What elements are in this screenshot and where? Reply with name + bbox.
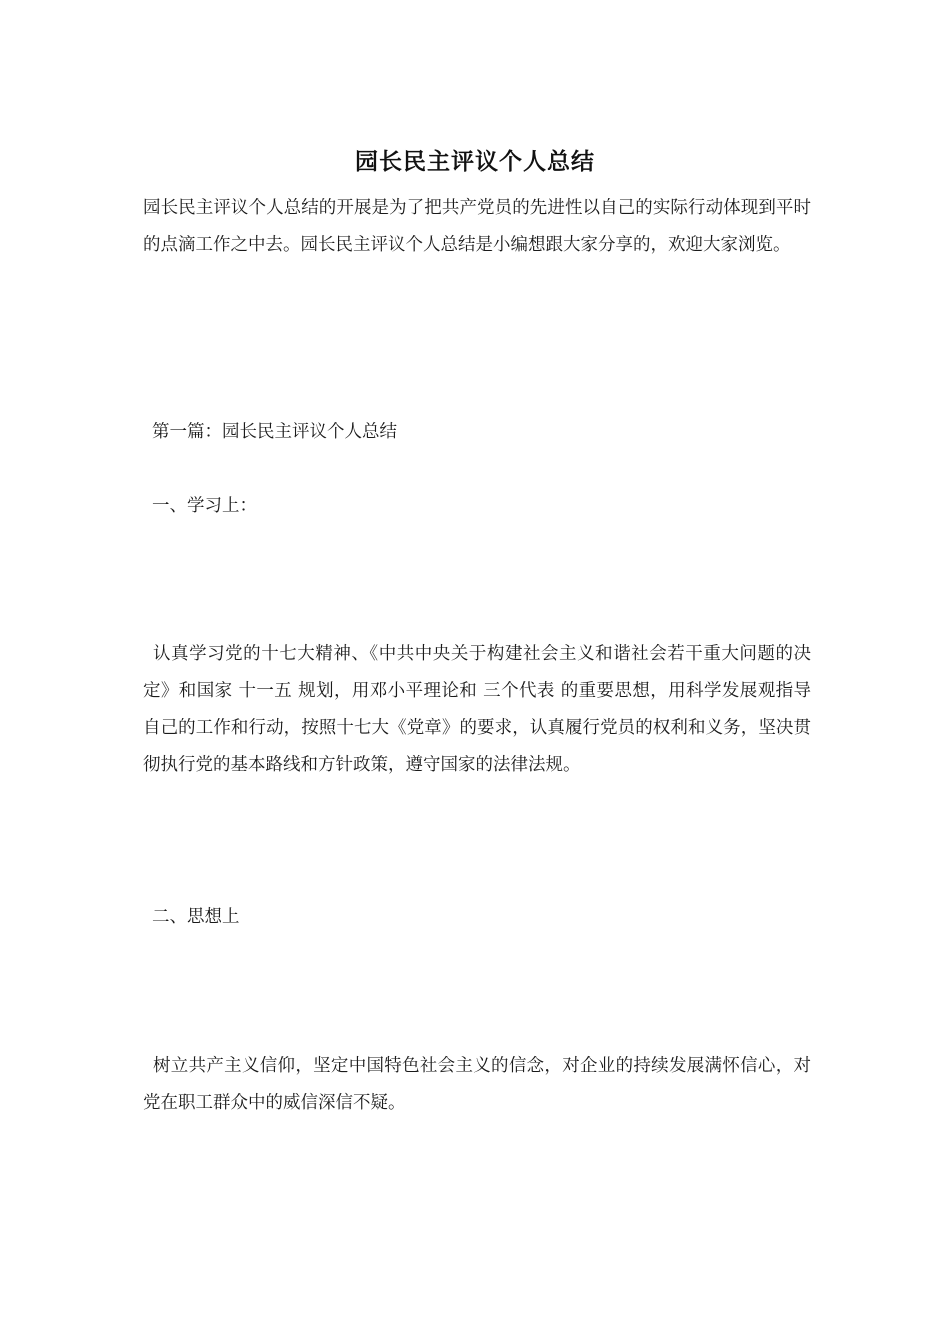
part-heading: 第一篇：园长民主评议个人总结: [152, 422, 397, 442]
section-1-heading: 一、学习上：: [152, 496, 257, 516]
intro-paragraph: 园长民主评议个人总结的开展是为了把共产党员的先进性以自己的实际行动体现到平时的点滴工作之中去。园长民主评议个人总结是小编想跟大家分享的，欢迎大家浏览。: [143, 198, 811, 255]
section-2-heading: 二、思想上: [152, 907, 240, 927]
document-title: 园长民主评议个人总结: [355, 148, 595, 175]
section-2-body: 树立共产主义信仰，坚定中国特色社会主义的信念，对企业的持续发展满怀信心，对党在职工群众中的威信深信不疑。: [143, 1056, 811, 1113]
section-1-body: 认真学习党的十七大精神、《中共中央关于构建社会主义和谐社会若干重大问题的决定》和国家 十一五 规划，用邓小平理论和 三个代表 的重要思想，用科学发展观指导自己的工作和行动，按照十七大《党章》的要求，认真履行党员的权利和义务，坚决贯彻执行党的基本路线和方针政策，遵守国家的法律法规。: [143, 644, 811, 775]
